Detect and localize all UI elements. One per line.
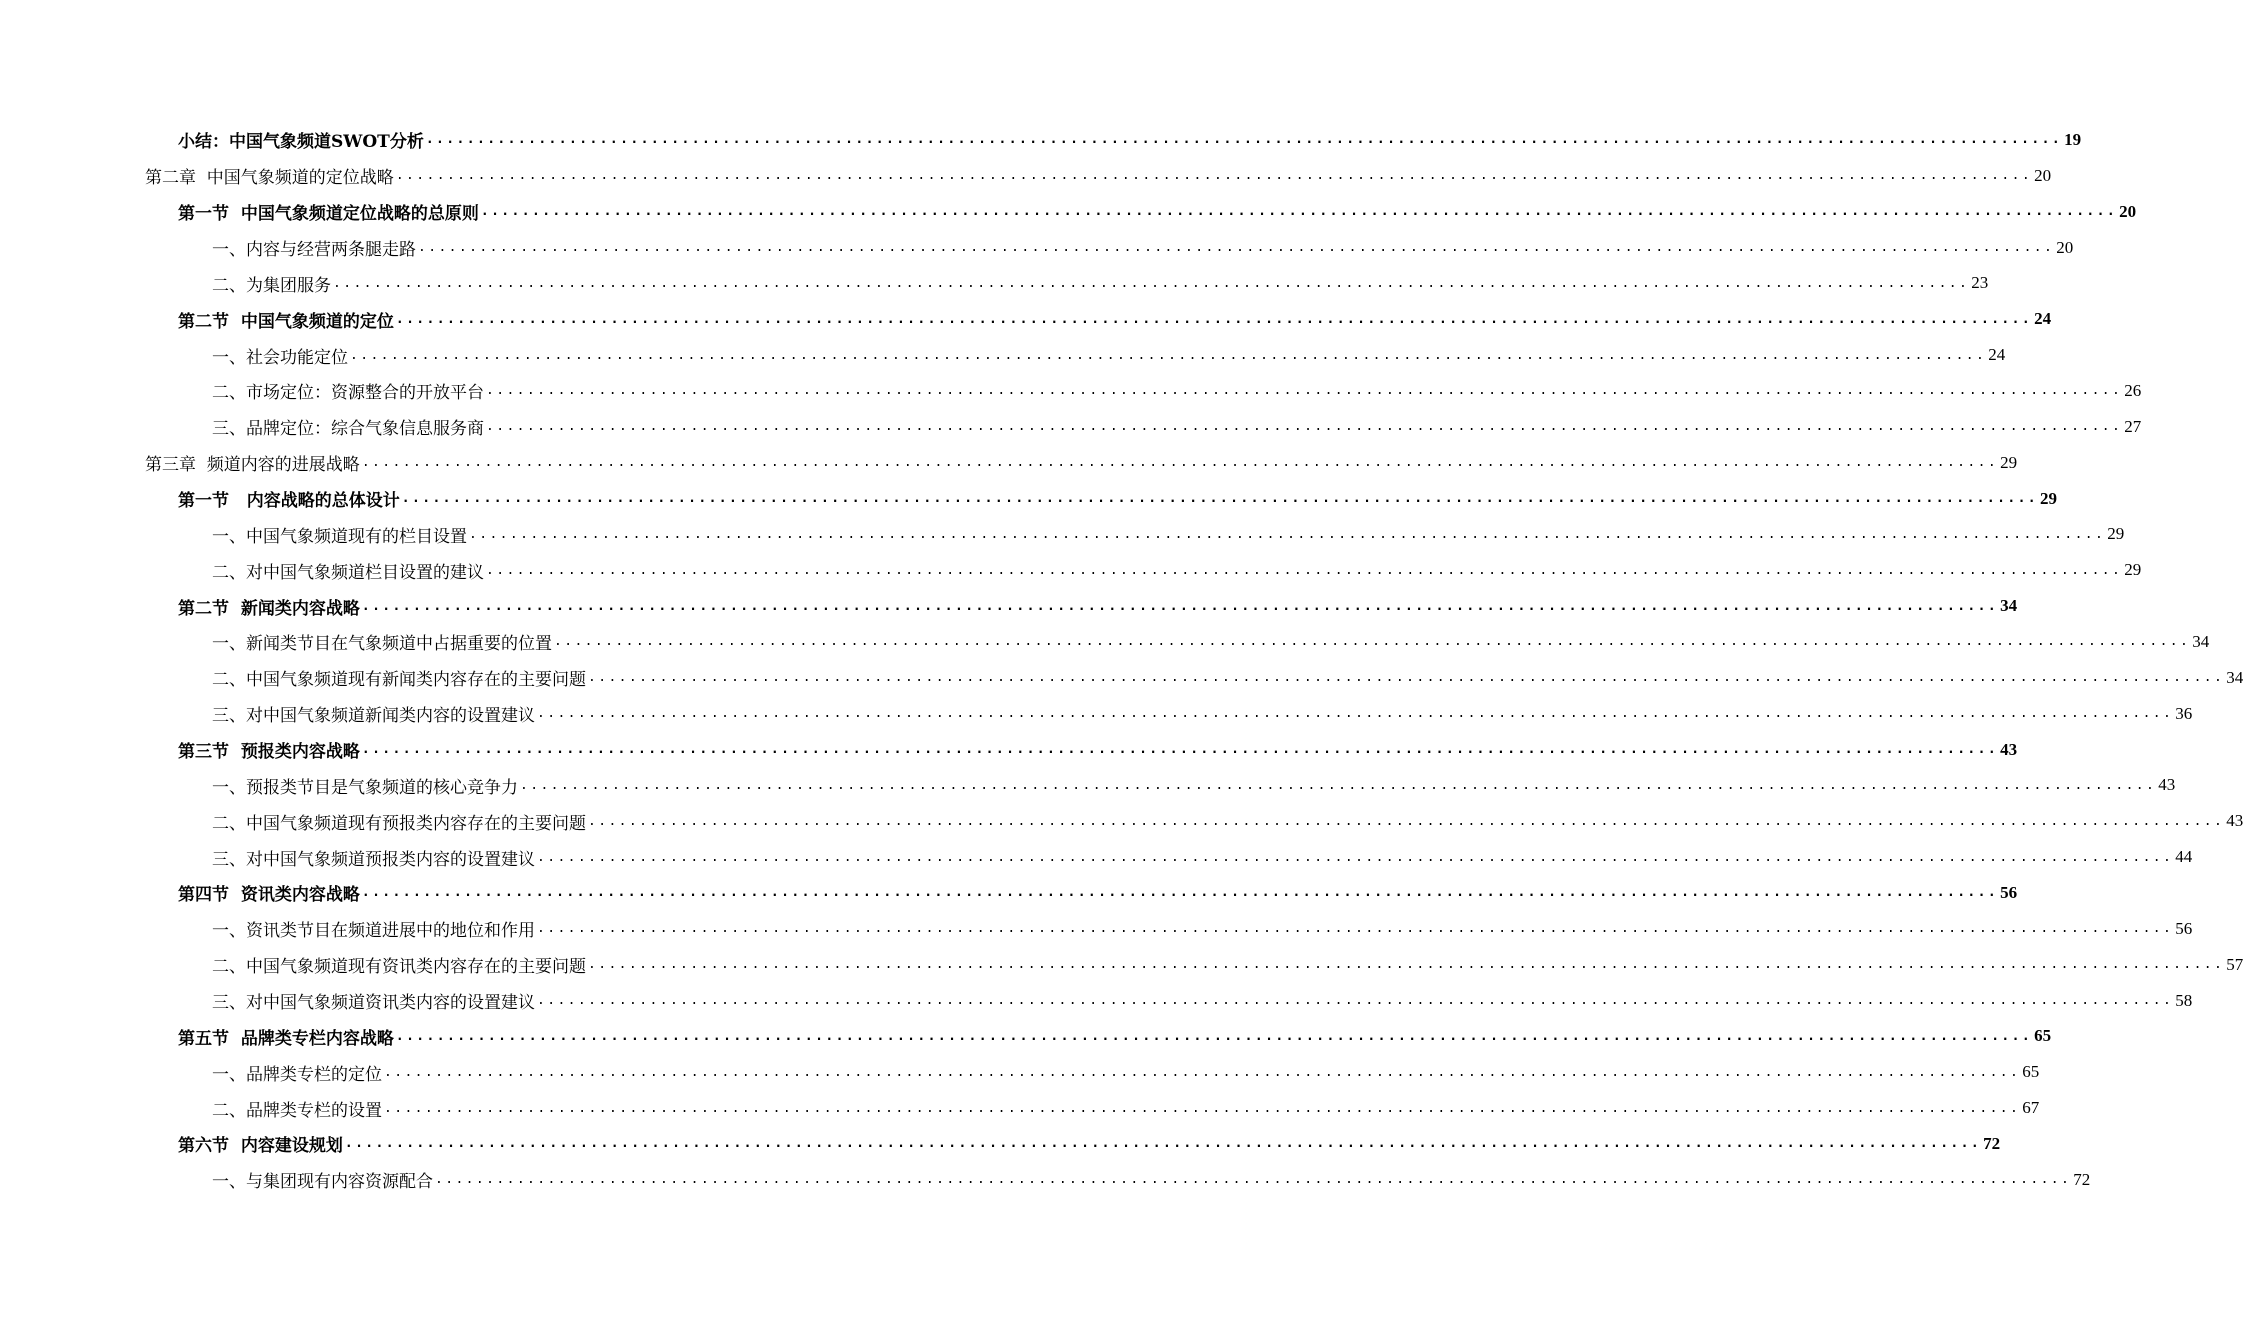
toc-entry-title: 第二节 中国气象频道的定位 xyxy=(178,311,394,332)
toc-dot-leader: ................................................................................................................................................................ xyxy=(554,634,2191,650)
toc-dot-leader: ................................................................................................................................................................ xyxy=(425,132,2063,148)
toc-dot-leader: ................................................................................................................................................................ xyxy=(520,777,2157,793)
toc-entry-title: 第一节 内容战略的总体设计 xyxy=(178,491,400,512)
toc-subsection-entry[interactable] xyxy=(0,409,2142,445)
toc-dot-leader: ................................................................................................................................................................ xyxy=(350,347,1987,363)
toc-subsection-entry[interactable] xyxy=(0,230,2074,266)
toc-dot-leader: ................................................................................................................................................................ xyxy=(344,1136,1982,1152)
toc-chapter-entry[interactable] xyxy=(0,158,2052,194)
toc-entry-title: 一、内容与经营两条腿走路 xyxy=(212,240,416,260)
toc-page-number: 29 xyxy=(2107,524,2125,544)
toc-entry-title: 第四节 资讯类内容战略 xyxy=(178,885,360,906)
toc-page-number: 29 xyxy=(2000,452,2018,472)
toc-page-number: 43 xyxy=(2000,739,2018,759)
toc-page-number: 29 xyxy=(2124,560,2142,580)
toc-page-number: 67 xyxy=(2022,1098,2040,1118)
toc-subsection-entry[interactable] xyxy=(0,911,2193,947)
toc-subsection-entry[interactable] xyxy=(0,660,2243,696)
toc-section-entry[interactable] xyxy=(0,122,2082,158)
toc-dot-leader: ................................................................................................................................................................ xyxy=(537,993,2174,1009)
toc-page-number: 20 xyxy=(2034,165,2052,185)
toc-dot-leader: ................................................................................................................................................................ xyxy=(537,921,2174,937)
toc-entry-title: 二、为集团服务 xyxy=(212,275,331,296)
toc-page-number: 29 xyxy=(2040,488,2058,508)
toc-page-number: 27 xyxy=(2124,416,2142,436)
toc-page-number: 57 xyxy=(2226,954,2243,974)
toc-subsection-entry[interactable] xyxy=(0,983,2193,1019)
toc-entry-title: 第二节 新闻类内容战略 xyxy=(178,598,360,619)
toc-entry-title: 一、社会功能定位 xyxy=(212,347,348,368)
toc-subsection-entry[interactable] xyxy=(0,696,2193,732)
toc-page-number: 43 xyxy=(2158,775,2176,795)
toc-subsection-entry[interactable] xyxy=(0,803,2243,839)
toc-subsection-entry[interactable] xyxy=(0,947,2243,983)
table-of-contents xyxy=(0,122,2243,1198)
toc-subsection-entry[interactable] xyxy=(0,839,2193,875)
toc-section-entry[interactable] xyxy=(0,732,2018,768)
toc-entry-title: 一、中国气象频道现有的栏目设置 xyxy=(212,526,467,547)
toc-entry-title: 三、品牌定位：综合气象信息服务商 xyxy=(212,419,484,440)
toc-dot-leader: ................................................................................................................................................................ xyxy=(418,240,2055,255)
toc-dot-leader: ................................................................................................................................................................ xyxy=(395,1028,2033,1044)
toc-page-number: 34 xyxy=(2000,596,2018,616)
toc-section-entry[interactable] xyxy=(0,1018,2052,1054)
toc-dot-leader: ................................................................................................................................................................ xyxy=(588,957,2225,973)
toc-page-number: 20 xyxy=(2119,201,2137,221)
toc-dot-leader: ................................................................................................................................................................ xyxy=(435,1172,2072,1188)
toc-entry-title: 第二章 中国气象频道的定位战略 xyxy=(145,168,394,189)
toc-dot-leader: ................................................................................................................................................................ xyxy=(486,419,2123,435)
toc-dot-leader: ................................................................................................................................................................ xyxy=(486,383,2123,399)
toc-page-number: 36 xyxy=(2175,703,2193,723)
toc-page-number: 19 xyxy=(2064,129,2082,149)
toc-section-entry[interactable] xyxy=(0,875,2018,911)
toc-entry-title: 二、市场定位：资源整合的开放平台 xyxy=(212,383,484,404)
toc-page-number: 65 xyxy=(2034,1026,2052,1046)
toc-page-number: 65 xyxy=(2022,1062,2040,1082)
toc-entry-title: 一、新闻类节目在气象频道中占据重要的位置 xyxy=(212,634,552,655)
toc-page-number: 24 xyxy=(1988,345,2006,365)
toc-dot-leader: ................................................................................................................................................................ xyxy=(588,813,2225,829)
toc-dot-leader: ................................................................................................................................................................ xyxy=(469,526,2106,542)
toc-entry-title: 二、中国气象频道现有新闻类内容存在的主要问题 xyxy=(212,670,586,691)
toc-entry-title: 小结：中国气象频道SWOT分析 xyxy=(178,132,424,153)
toc-dot-leader: ................................................................................................................................................................ xyxy=(395,168,2033,184)
toc-page-number: 34 xyxy=(2226,667,2243,687)
toc-dot-leader: ................................................................................................................................................................ xyxy=(480,204,2118,220)
toc-entry-title: 三、对中国气象频道预报类内容的设置建议 xyxy=(212,849,535,870)
toc-dot-leader: ................................................................................................................................................................ xyxy=(588,670,2225,686)
toc-section-entry[interactable] xyxy=(0,1126,2001,1162)
toc-section-entry[interactable] xyxy=(0,588,2018,624)
toc-dot-leader: ................................................................................................................................................................ xyxy=(361,455,1999,471)
toc-entry-title: 一、预报类节目是气象频道的核心竞争力 xyxy=(212,777,518,798)
toc-subsection-entry[interactable] xyxy=(0,552,2142,588)
toc-dot-leader: ................................................................................................................................................................ xyxy=(537,849,2174,865)
toc-entry-title: 一、资讯类节目在频道进展中的地位和作用 xyxy=(212,921,535,942)
toc-subsection-entry[interactable] xyxy=(0,265,1989,301)
toc-entry-title: 二、对中国气象频道栏目设置的建议 xyxy=(212,562,484,583)
toc-subsection-entry[interactable] xyxy=(0,767,2176,803)
toc-page-number: 23 xyxy=(1971,273,1989,293)
toc-subsection-entry[interactable] xyxy=(0,624,2210,660)
toc-entry-title: 二、中国气象频道现有预报类内容存在的主要问题 xyxy=(212,813,586,834)
toc-entry-title: 一、品牌类专栏的定位 xyxy=(212,1064,382,1085)
toc-page-number: 58 xyxy=(2175,990,2193,1010)
toc-page-number: 56 xyxy=(2000,882,2018,902)
toc-page-number: 72 xyxy=(2073,1169,2091,1189)
toc-dot-leader: ................................................................................................................................................................ xyxy=(361,742,1999,758)
toc-entry-title: 三、对中国气象频道新闻类内容的设置建议 xyxy=(212,706,535,727)
toc-section-entry[interactable] xyxy=(0,194,2137,230)
toc-dot-leader: ................................................................................................................................................................ xyxy=(361,598,1999,614)
toc-entry-title: 二、品牌类专栏的设置 xyxy=(212,1100,382,1121)
toc-page-number: 56 xyxy=(2175,918,2193,938)
toc-entry-title: 第三章 频道内容的进展战略 xyxy=(145,455,360,476)
toc-dot-leader: ................................................................................................................................................................ xyxy=(486,562,2123,578)
toc-dot-leader: ................................................................................................................................................................ xyxy=(384,1100,2021,1116)
toc-dot-leader: ................................................................................................................................................................ xyxy=(395,311,2033,327)
toc-entry-title: 第六节 内容建设规划 xyxy=(178,1136,343,1157)
toc-entry-title: 第三节 预报类内容战略 xyxy=(178,742,360,763)
toc-entry-title: 三、对中国气象频道资讯类内容的设置建议 xyxy=(212,993,535,1014)
toc-dot-leader: ................................................................................................................................................................ xyxy=(401,491,2039,507)
toc-entry-title: 一、与集团现有内容资源配合 xyxy=(212,1172,433,1193)
toc-chapter-entry[interactable] xyxy=(0,445,2018,481)
toc-section-entry[interactable] xyxy=(0,481,2058,517)
toc-page-number: 20 xyxy=(2056,237,2074,257)
toc-page-number: 43 xyxy=(2226,811,2243,831)
toc-dot-leader: ................................................................................................................................................................ xyxy=(537,706,2174,722)
toc-dot-leader: ................................................................................................................................................................ xyxy=(384,1064,2021,1080)
toc-subsection-entry[interactable] xyxy=(0,1090,2040,1126)
toc-page-number: 72 xyxy=(1983,1133,2001,1153)
toc-entry-title: 第一节 中国气象频道定位战略的总原则 xyxy=(178,204,479,225)
toc-entry-title: 二、中国气象频道现有资讯类内容存在的主要问题 xyxy=(212,957,586,978)
toc-subsection-entry[interactable] xyxy=(0,373,2142,409)
toc-section-entry[interactable] xyxy=(0,301,2052,337)
toc-page-number: 24 xyxy=(2034,309,2052,329)
toc-subsection-entry[interactable] xyxy=(0,1054,2040,1090)
toc-subsection-entry[interactable] xyxy=(0,337,2006,373)
toc-page-number: 26 xyxy=(2124,380,2142,400)
toc-page-number: 44 xyxy=(2175,847,2193,867)
toc-dot-leader: ................................................................................................................................................................ xyxy=(361,885,1999,901)
toc-entry-title: 第五节 品牌类专栏内容战略 xyxy=(178,1028,394,1049)
toc-page-number: 34 xyxy=(2192,631,2210,651)
toc-subsection-entry[interactable] xyxy=(0,1162,2091,1198)
toc-dot-leader: ................................................................................................................................................................ xyxy=(333,275,1970,291)
toc-subsection-entry[interactable] xyxy=(0,516,2125,552)
